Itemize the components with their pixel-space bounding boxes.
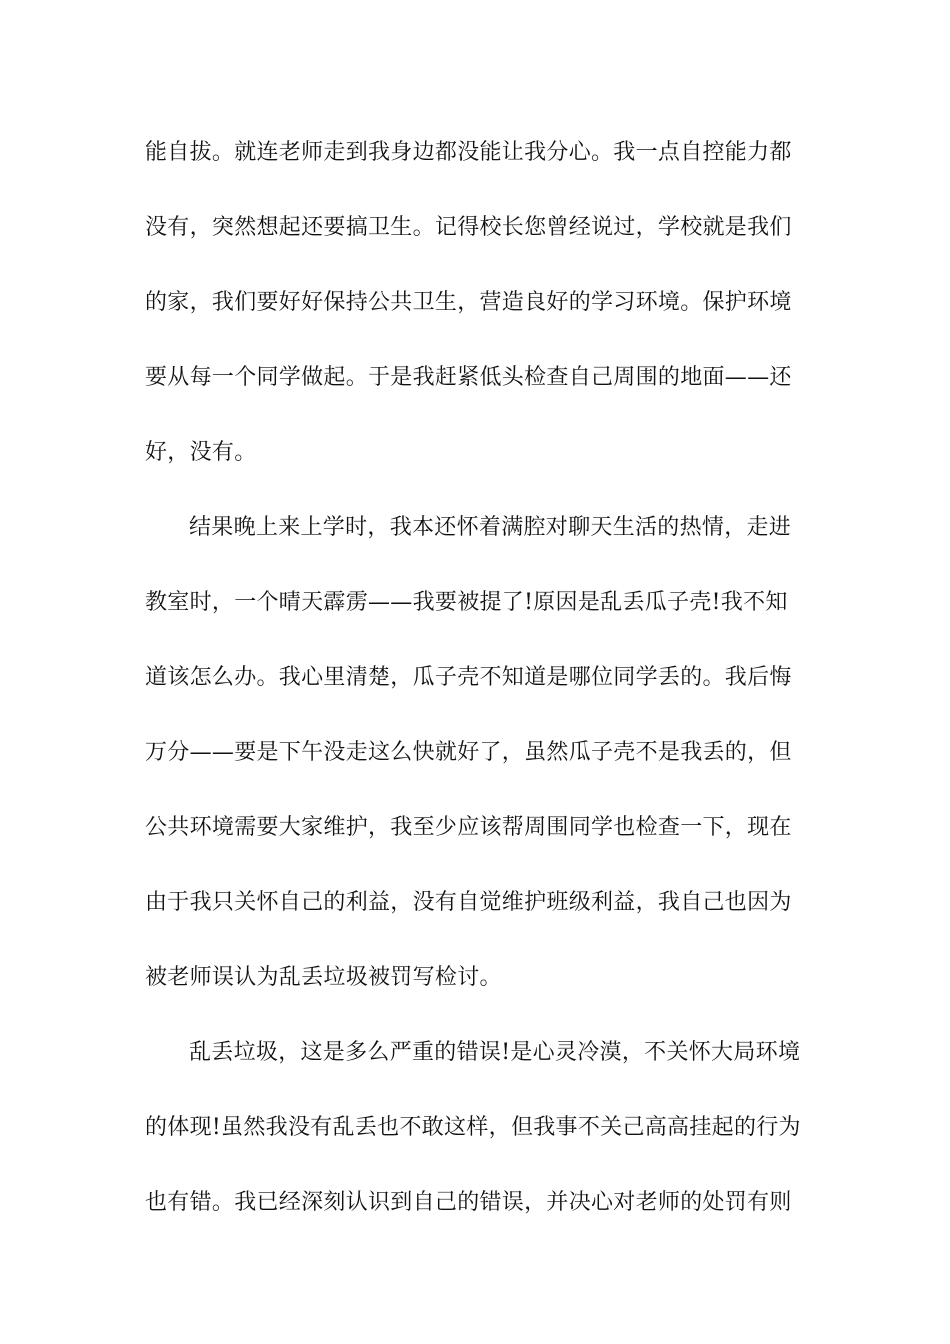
text-line: 也有错。我已经深刻认识到自己的错误，并决心对老师的处罚有则: [145, 1190, 792, 1215]
text-line: 公共环境需要大家维护，我至少应该帮周围同学也检查一下，现在: [145, 815, 792, 840]
text-line: 好，没有。: [145, 440, 257, 465]
text-line: 万分——要是下午没走这么快就好了，虽然瓜子壳不是我丢的，但: [145, 740, 792, 765]
text-line: 教室时，一个晴天霹雳——我要被提了!原因是乱丢瓜子壳!我不知: [145, 590, 788, 615]
paragraph-start-line: 结果晚上来上学时，我本还怀着满腔对聊天生活的热情，走进: [189, 515, 792, 540]
text-line: 道该怎么办。我心里清楚，瓜子壳不知道是哪位同学丢的。我后悔: [145, 665, 792, 690]
text-line: 的家，我们要好好保持公共卫生，营造良好的学习环境。保护环境: [145, 290, 792, 315]
text-line: 的体现!虽然我没有乱丢也不敢这样，但我事不关己高高挂起的行为: [145, 1115, 801, 1140]
text-line: 被老师误认为乱丢垃圾被罚写检讨。: [145, 965, 502, 990]
text-line: 没有，突然想起还要搞卫生。记得校长您曾经说过，学校就是我们: [145, 215, 792, 240]
text-line: 要从每一个同学做起。于是我赶紧低头检查自己周围的地面——还: [145, 365, 792, 390]
text-line: 能自拔。就连老师走到我身边都没能让我分心。我一点自控能力都: [145, 140, 792, 165]
text-line: 由于我只关怀自己的利益，没有自觉维护班级利益，我自己也因为: [145, 890, 792, 915]
paragraph-start-line: 乱丢垃圾，这是多么严重的错误!是心灵冷漠，不关怀大局环境: [189, 1040, 801, 1065]
body-text: [145, 128, 810, 1253]
